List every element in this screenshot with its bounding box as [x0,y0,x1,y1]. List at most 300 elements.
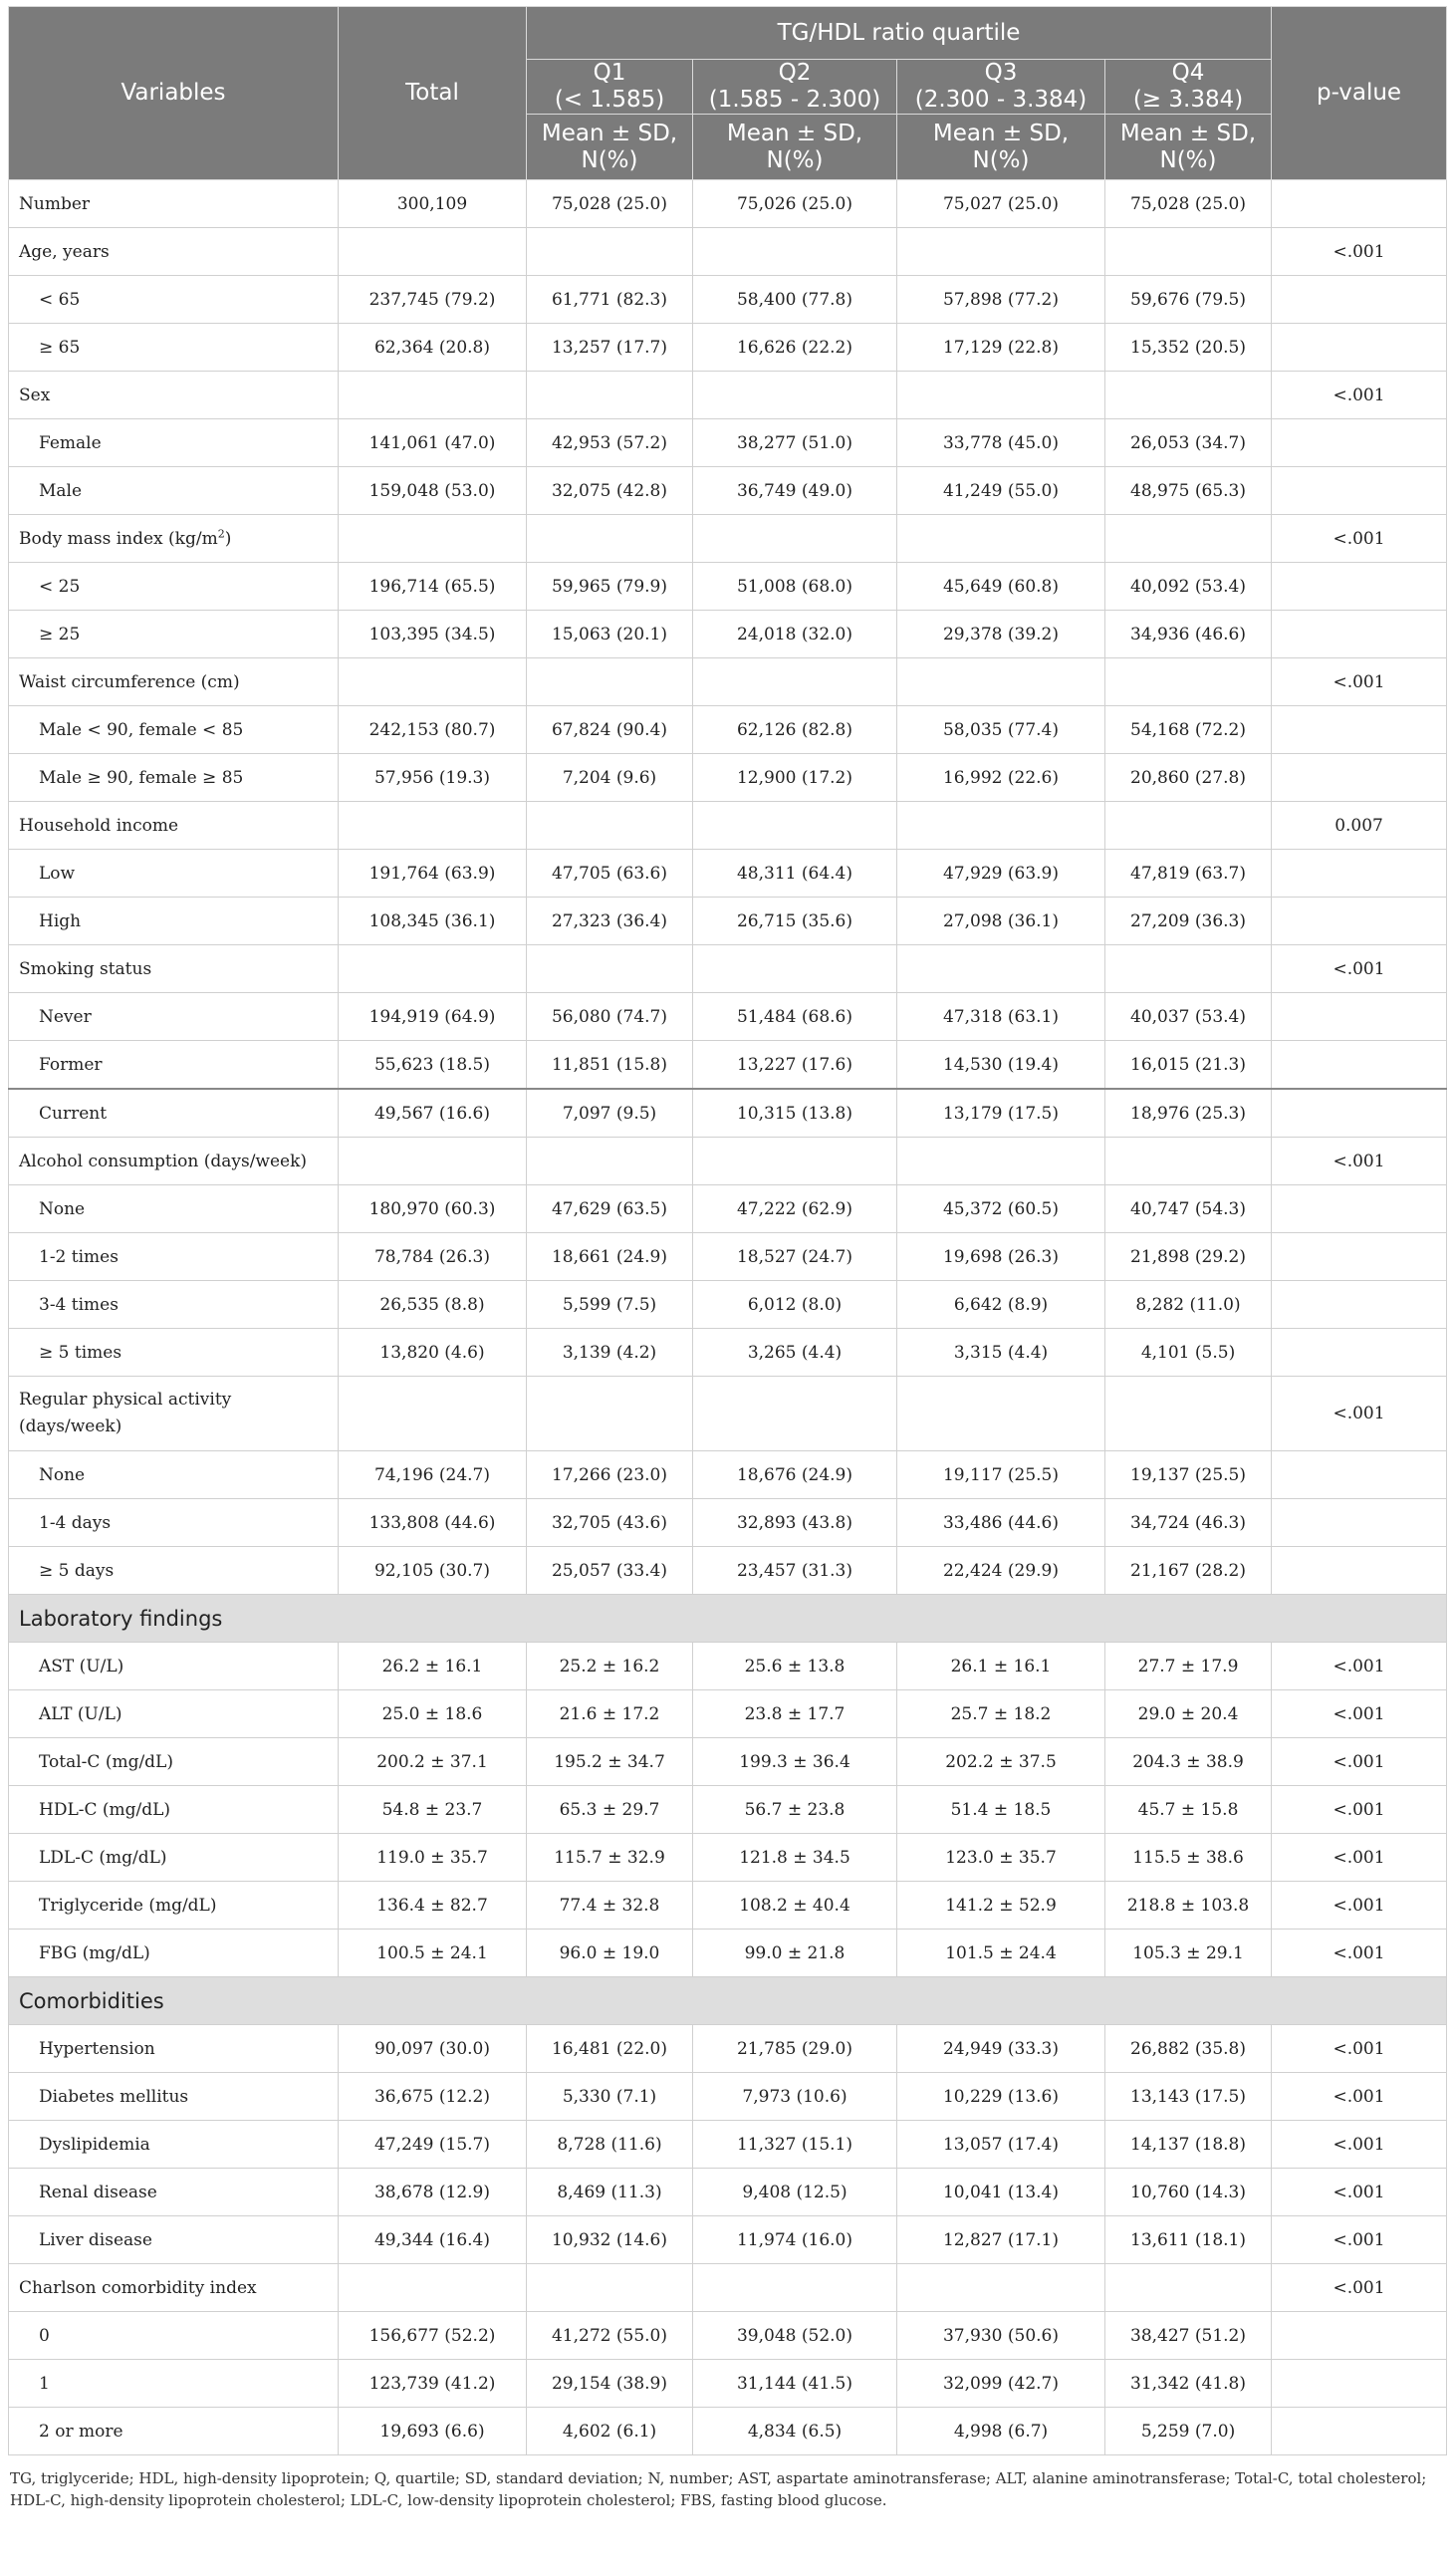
cell-total: 156,677 (52.2) [339,2312,527,2360]
cell-q4: 40,037 (53.4) [1105,993,1272,1041]
header-stat-label: Mean ± SD, N(%) [1105,115,1272,180]
cell-pvalue: <.001 [1272,2073,1447,2121]
cell-pvalue [1272,1451,1447,1499]
header-stat-label: Mean ± SD, N(%) [527,115,693,180]
cell-q1: 75,028 (25.0) [527,180,693,228]
cell-q4 [1105,1138,1272,1185]
variable-text: Alcohol consumption (days/week) [19,1151,308,1171]
variable-label [9,276,339,324]
cell-q2: 23.8 ± 17.7 [693,1690,897,1738]
variable-text: Low [39,863,76,884]
cell-q3: 19,117 (25.5) [897,1451,1105,1499]
cell-q1: 5,330 (7.1) [527,2073,693,2121]
variable-text: 0 [39,2325,50,2346]
variable-text: 3-4 times [39,1294,119,1315]
cell-q4: 48,975 (65.3) [1105,467,1272,515]
cell-pvalue [1272,1233,1447,1281]
cell-q3: 3,315 (4.4) [897,1329,1105,1377]
cell-q4: 204.3 ± 38.9 [1105,1738,1272,1786]
variable-label [9,1690,339,1738]
cell-total: 19,693 (6.6) [339,2408,527,2455]
variable-label [9,2025,339,2073]
cell-q1 [527,515,693,563]
cell-q3: 6,642 (8.9) [897,1281,1105,1329]
cell-q4: 40,747 (54.3) [1105,1185,1272,1233]
quartile-range: (< 1.585) [554,87,665,113]
cell-q4: 26,882 (35.8) [1105,2025,1272,2073]
table-body [9,180,1447,2455]
cell-q1: 16,481 (22.0) [527,2025,693,2073]
cell-q4: 19,137 (25.5) [1105,1451,1272,1499]
header-variables: Variables [9,7,339,180]
cell-q2: 11,974 (16.0) [693,2216,897,2264]
cell-pvalue [1272,324,1447,372]
cell-q1: 7,097 (9.5) [527,1089,693,1138]
cell-q2: 6,012 (8.0) [693,1281,897,1329]
cell-total: 159,048 (53.0) [339,467,527,515]
variable-text: Current [39,1103,108,1124]
cell-q4: 40,092 (53.4) [1105,563,1272,611]
cell-total [339,228,527,276]
cell-total: 47,249 (15.7) [339,2121,527,2169]
variable-text: Male [39,480,83,501]
variable-text: Body mass index (kg/m [19,528,218,549]
cell-q2 [693,2264,897,2312]
cell-q1: 77.4 ± 32.8 [527,1882,693,1930]
cell-total: 92,105 (30.7) [339,1547,527,1595]
table-row [9,1041,1447,1090]
cell-q3: 58,035 (77.4) [897,706,1105,754]
cell-total: 78,784 (26.3) [339,1233,527,1281]
section-row [9,1977,1447,2025]
cell-q3: 45,372 (60.5) [897,1185,1105,1233]
cell-q1: 7,204 (9.6) [527,754,693,802]
cell-pvalue: <.001 [1272,658,1447,706]
cell-q2: 199.3 ± 36.4 [693,1738,897,1786]
cell-pvalue [1272,1041,1447,1090]
header-quartile-3 [897,60,1105,115]
variable-text: Age, years [19,241,110,262]
cell-pvalue: <.001 [1272,1643,1447,1690]
cell-q4: 29.0 ± 20.4 [1105,1690,1272,1738]
cell-q1: 195.2 ± 34.7 [527,1738,693,1786]
cell-q3: 33,486 (44.6) [897,1499,1105,1547]
cell-q1 [527,1377,693,1451]
table-row [9,1690,1447,1738]
cell-q3: 75,027 (25.0) [897,180,1105,228]
variable-label [9,2216,339,2264]
cell-total [339,1138,527,1185]
table-row [9,228,1447,276]
cell-q2: 7,973 (10.6) [693,2073,897,2121]
cell-q3: 17,129 (22.8) [897,324,1105,372]
cell-q3: 12,827 (17.1) [897,2216,1105,2264]
cell-q2: 62,126 (82.8) [693,706,897,754]
variable-label [9,754,339,802]
cell-q3: 57,898 (77.2) [897,276,1105,324]
cell-q1: 32,075 (42.8) [527,467,693,515]
cell-q4: 105.3 ± 29.1 [1105,1930,1272,1977]
variable-label [9,1499,339,1547]
table-row [9,658,1447,706]
header-quartile-1 [527,60,693,115]
cell-q2: 18,676 (24.9) [693,1451,897,1499]
cell-q4: 15,352 (20.5) [1105,324,1272,372]
cell-total [339,515,527,563]
cell-q3 [897,372,1105,419]
cell-q2: 38,277 (51.0) [693,419,897,467]
cell-q2: 32,893 (43.8) [693,1499,897,1547]
cell-total: 191,764 (63.9) [339,850,527,898]
table-row [9,2360,1447,2408]
cell-q1: 47,629 (63.5) [527,1185,693,1233]
variable-text: LDL-C (mg/dL) [39,1847,167,1868]
cell-q4 [1105,802,1272,850]
quartile-name: Q1 [593,60,626,86]
table-row [9,993,1447,1041]
variable-text: ≥ 5 times [39,1342,122,1363]
cell-q1: 96.0 ± 19.0 [527,1930,693,1977]
cell-q2: 48,311 (64.4) [693,850,897,898]
variable-text: Female [39,432,102,453]
cell-q1: 56,080 (74.7) [527,993,693,1041]
baseline-characteristics-table [8,6,1447,2455]
table-row [9,1930,1447,1977]
cell-total [339,1377,527,1451]
cell-total: 26.2 ± 16.1 [339,1643,527,1690]
cell-total: 242,153 (80.7) [339,706,527,754]
cell-q3: 10,041 (13.4) [897,2169,1105,2216]
cell-q3 [897,802,1105,850]
cell-q3: 14,530 (19.4) [897,1041,1105,1090]
cell-pvalue [1272,850,1447,898]
cell-total: 38,678 (12.9) [339,2169,527,2216]
cell-q1: 29,154 (38.9) [527,2360,693,2408]
cell-q3: 123.0 ± 35.7 [897,1834,1105,1882]
variable-text: < 65 [39,289,81,310]
variable-text: Former [39,1054,103,1075]
table-header [9,7,1447,180]
cell-q1 [527,1138,693,1185]
cell-q1 [527,945,693,993]
cell-q2: 51,008 (68.0) [693,563,897,611]
cell-q4: 14,137 (18.8) [1105,2121,1272,2169]
variable-text: Sex [19,385,51,405]
cell-pvalue: <.001 [1272,2121,1447,2169]
cell-q1: 115.7 ± 32.9 [527,1834,693,1882]
cell-q4: 27,209 (36.3) [1105,898,1272,945]
cell-pvalue [1272,1089,1447,1138]
cell-total: 49,344 (16.4) [339,2216,527,2264]
quartile-name: Q2 [778,60,812,86]
cell-q1: 59,965 (79.9) [527,563,693,611]
cell-pvalue [1272,1329,1447,1377]
table-row [9,706,1447,754]
cell-pvalue: <.001 [1272,1930,1447,1977]
variable-label [9,563,339,611]
cell-q4 [1105,658,1272,706]
cell-q1: 4,602 (6.1) [527,2408,693,2455]
table-row [9,372,1447,419]
cell-total: 49,567 (16.6) [339,1089,527,1138]
cell-q3: 10,229 (13.6) [897,2073,1105,2121]
cell-q1 [527,658,693,706]
cell-q4: 4,101 (5.5) [1105,1329,1272,1377]
cell-q3: 202.2 ± 37.5 [897,1738,1105,1786]
variable-label [9,419,339,467]
header-quartile-2 [693,60,897,115]
cell-q2: 4,834 (6.5) [693,2408,897,2455]
table-row [9,754,1447,802]
table-row [9,945,1447,993]
variable-text: Hypertension [39,2038,155,2059]
cell-q3: 25.7 ± 18.2 [897,1690,1105,1738]
table-row [9,1377,1447,1451]
cell-q4: 18,976 (25.3) [1105,1089,1272,1138]
cell-q4: 26,053 (34.7) [1105,419,1272,467]
cell-total [339,802,527,850]
footnote-line: TG, triglyceride; HDL, high-density lipoprotein; Q, quartile; SD, standard deviation; N, number; AST, aspartate aminotransferase; ALT, alanine aminotransferase; Total-C, total cholesterol; [10,2469,1427,2487]
table-row [9,515,1447,563]
table-row [9,563,1447,611]
cell-q3: 47,318 (63.1) [897,993,1105,1041]
cell-total: 62,364 (20.8) [339,324,527,372]
cell-q1 [527,372,693,419]
quartile-name: Q3 [984,60,1018,86]
cell-total: 13,820 (4.6) [339,1329,527,1377]
variable-text: Triglyceride (mg/dL) [39,1895,217,1916]
cell-total [339,658,527,706]
variable-label [9,1089,339,1138]
variable-label [9,658,339,706]
cell-q1: 21.6 ± 17.2 [527,1690,693,1738]
variable-label [9,1185,339,1233]
cell-q2: 75,026 (25.0) [693,180,897,228]
cell-q2: 11,327 (15.1) [693,2121,897,2169]
cell-total: 36,675 (12.2) [339,2073,527,2121]
cell-q2: 58,400 (77.8) [693,276,897,324]
table-row [9,1138,1447,1185]
cell-q2 [693,1138,897,1185]
cell-q1: 3,139 (4.2) [527,1329,693,1377]
cell-pvalue [1272,1499,1447,1547]
table-row [9,2312,1447,2360]
cell-q4: 218.8 ± 103.8 [1105,1882,1272,1930]
variable-label [9,1138,339,1185]
cell-total: 237,745 (79.2) [339,276,527,324]
table-row [9,276,1447,324]
variable-label [9,1643,339,1690]
header-stat-label: Mean ± SD, N(%) [693,115,897,180]
variable-label [9,1451,339,1499]
cell-q4: 115.5 ± 38.6 [1105,1834,1272,1882]
cell-total: 180,970 (60.3) [339,1185,527,1233]
cell-q3: 101.5 ± 24.4 [897,1930,1105,1977]
table-row [9,1329,1447,1377]
cell-q2: 108.2 ± 40.4 [693,1882,897,1930]
cell-q1: 42,953 (57.2) [527,419,693,467]
cell-q4: 59,676 (79.5) [1105,276,1272,324]
table-container [8,6,1446,2511]
cell-q1: 67,824 (90.4) [527,706,693,754]
cell-q2: 36,749 (49.0) [693,467,897,515]
cell-q4: 45.7 ± 15.8 [1105,1786,1272,1834]
variable-label [9,850,339,898]
cell-pvalue [1272,754,1447,802]
cell-total: 55,623 (18.5) [339,1041,527,1090]
table-row [9,1738,1447,1786]
cell-total: 57,956 (19.3) [339,754,527,802]
variable-label [9,515,339,563]
cell-q4: 75,028 (25.0) [1105,180,1272,228]
cell-total: 90,097 (30.0) [339,2025,527,2073]
cell-pvalue [1272,467,1447,515]
variable-text-end: ) [224,528,232,549]
cell-q3: 32,099 (42.7) [897,2360,1105,2408]
cell-q2: 25.6 ± 13.8 [693,1643,897,1690]
cell-q3 [897,945,1105,993]
section-title: Comorbidities [9,1977,1447,2025]
header-total: Total [339,7,527,180]
cell-total: 200.2 ± 37.1 [339,1738,527,1786]
cell-q2 [693,945,897,993]
cell-q2: 16,626 (22.2) [693,324,897,372]
variable-label [9,324,339,372]
cell-q2 [693,1377,897,1451]
cell-q1: 27,323 (36.4) [527,898,693,945]
variable-label [9,1547,339,1595]
cell-q1: 18,661 (24.9) [527,1233,693,1281]
cell-q3 [897,1138,1105,1185]
cell-q3 [897,2264,1105,2312]
cell-total [339,945,527,993]
cell-q4: 34,724 (46.3) [1105,1499,1272,1547]
cell-total: 300,109 [339,180,527,228]
cell-q2: 47,222 (62.9) [693,1185,897,1233]
variable-text: Dyslipidemia [39,2134,150,2155]
variable-text: High [39,910,82,931]
cell-pvalue: <.001 [1272,1882,1447,1930]
cell-q2 [693,515,897,563]
cell-total: 123,739 (41.2) [339,2360,527,2408]
cell-q3: 4,998 (6.7) [897,2408,1105,2455]
table-row [9,1281,1447,1329]
table-row [9,2073,1447,2121]
cell-q1 [527,802,693,850]
variable-text: Smoking status [19,958,152,979]
cell-pvalue: <.001 [1272,1834,1447,1882]
quartile-range: (1.585 - 2.300) [708,87,881,113]
cell-q1: 8,728 (11.6) [527,2121,693,2169]
cell-q1: 25.2 ± 16.2 [527,1643,693,1690]
cell-q1: 47,705 (63.6) [527,850,693,898]
header-stat-label: Mean ± SD, N(%) [897,115,1105,180]
table-row [9,1451,1447,1499]
cell-q3: 19,698 (26.3) [897,1233,1105,1281]
table-row [9,1185,1447,1233]
variable-label [9,2312,339,2360]
cell-q1: 61,771 (82.3) [527,276,693,324]
variable-label [9,1882,339,1930]
cell-q4: 21,898 (29.2) [1105,1233,1272,1281]
variable-text: < 25 [39,576,81,597]
cell-q2: 24,018 (32.0) [693,611,897,658]
cell-pvalue: <.001 [1272,1786,1447,1834]
variable-text: Never [39,1006,92,1027]
cell-q3: 27,098 (36.1) [897,898,1105,945]
variable-text: 1-2 times [39,1246,119,1267]
cell-pvalue: <.001 [1272,1690,1447,1738]
cell-q4 [1105,2264,1272,2312]
cell-q2 [693,658,897,706]
cell-total: 25.0 ± 18.6 [339,1690,527,1738]
variable-text: Diabetes mellitus [39,2086,189,2107]
cell-q1: 25,057 (33.4) [527,1547,693,1595]
variable-label [9,898,339,945]
cell-q4: 31,342 (41.8) [1105,2360,1272,2408]
cell-pvalue: <.001 [1272,2025,1447,2073]
cell-pvalue [1272,2408,1447,2455]
cell-q2: 13,227 (17.6) [693,1041,897,1090]
cell-q2 [693,372,897,419]
cell-q2: 3,265 (4.4) [693,1329,897,1377]
table-row [9,324,1447,372]
cell-q4: 34,936 (46.6) [1105,611,1272,658]
cell-pvalue [1272,1281,1447,1329]
cell-q4 [1105,228,1272,276]
cell-q3: 26.1 ± 16.1 [897,1643,1105,1690]
variable-text: 1-4 days [39,1512,112,1533]
cell-q4: 8,282 (11.0) [1105,1281,1272,1329]
cell-q2: 21,785 (29.0) [693,2025,897,2073]
variable-label [9,180,339,228]
cell-total: 100.5 ± 24.1 [339,1930,527,1977]
cell-q3: 51.4 ± 18.5 [897,1786,1105,1834]
variable-text: Renal disease [39,2182,157,2202]
table-row [9,1882,1447,1930]
variable-label [9,1281,339,1329]
cell-q2: 56.7 ± 23.8 [693,1786,897,1834]
variable-text: Number [19,193,91,214]
table-row [9,1089,1447,1138]
cell-q3 [897,658,1105,706]
variable-text: FBG (mg/dL) [39,1942,150,1963]
variable-text: None [39,1464,86,1485]
table-row [9,467,1447,515]
table-row [9,802,1447,850]
cell-total [339,372,527,419]
cell-q2 [693,802,897,850]
variable-text: Total-C (mg/dL) [39,1751,173,1772]
variable-label [9,2073,339,2121]
table-row [9,2121,1447,2169]
header-quartile-4 [1105,60,1272,115]
variable-label [9,228,339,276]
variable-text: Regular physical activity (days/week) [19,1390,232,1436]
variable-label [9,1786,339,1834]
cell-total: 108,345 (36.1) [339,898,527,945]
variable-label [9,1329,339,1377]
table-row [9,2216,1447,2264]
cell-q3 [897,228,1105,276]
cell-pvalue: <.001 [1272,1377,1447,1451]
variable-label [9,993,339,1041]
cell-total: 141,061 (47.0) [339,419,527,467]
cell-q3: 29,378 (39.2) [897,611,1105,658]
cell-pvalue [1272,706,1447,754]
variable-label [9,2121,339,2169]
cell-q3: 141.2 ± 52.9 [897,1882,1105,1930]
